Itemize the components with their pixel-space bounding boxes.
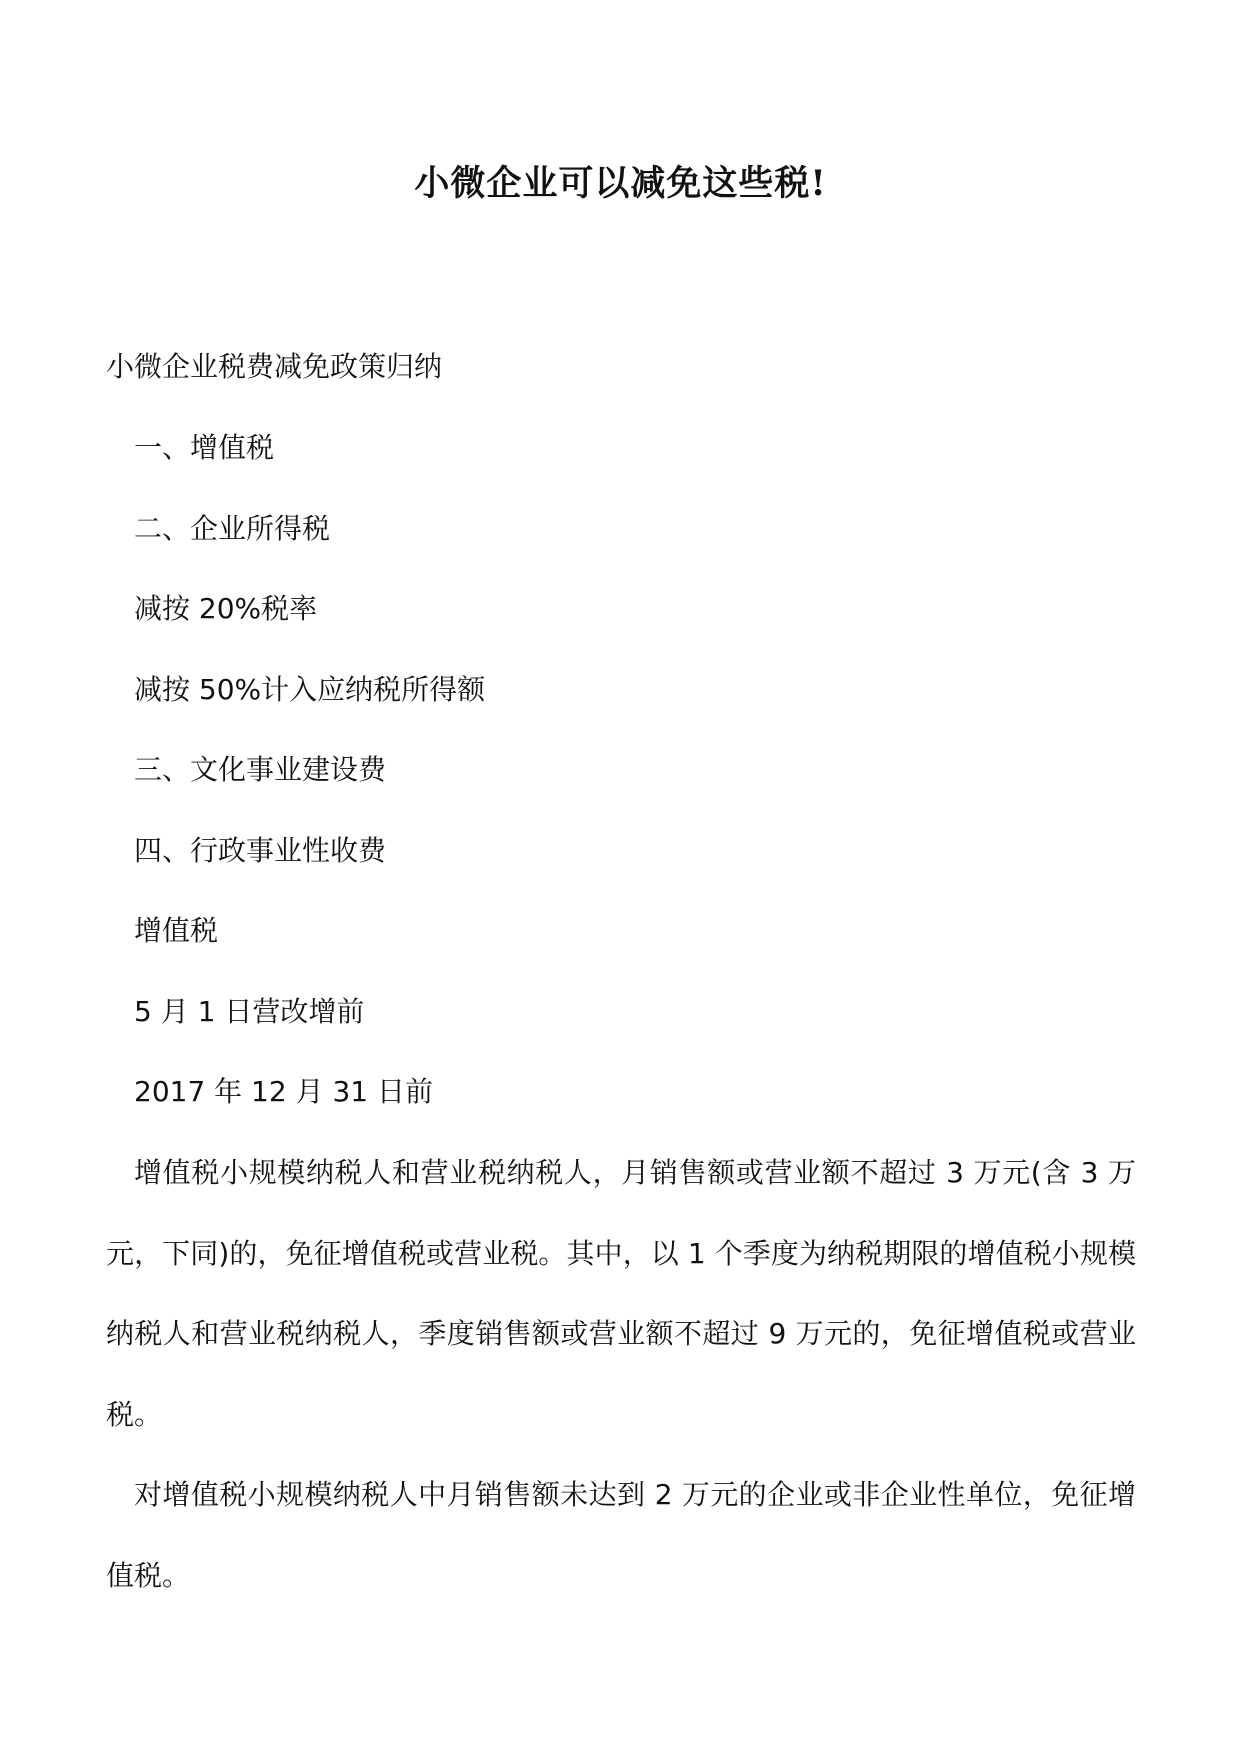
section-heading: 小微企业税费减免政策归纳 [106, 350, 443, 383]
list-item: 增值税 [134, 914, 219, 947]
list-item: 2017 年 12 月 31 日前 [134, 1075, 434, 1108]
list-item: 5 月 1 日营改增前 [134, 995, 365, 1028]
body-paragraph: 增值税小规模纳税人和营业税纳税人，月销售额或营业额不超过 3 万元(含 3 万元，下同)的，免征增值税或营业税。其中，以 1 个季度为纳税期限的增值税小规模纳税人和营业税纳税人，季度销售额或营业额不超过 9 万元的，免征增值税或营业税。 [106, 1156, 1136, 1431]
list-item: 减按 50%计入应纳税所得额 [134, 673, 486, 706]
list-item: 二、企业所得税 [134, 512, 331, 545]
list-item: 三、文化事业建设费 [134, 753, 387, 786]
list-item: 一、增值税 [134, 431, 275, 464]
list-item: 四、行政事业性收费 [134, 834, 387, 867]
document-title: 小微企业可以减免这些税! [414, 163, 827, 204]
body-paragraph: 对增值税小规模纳税人中月销售额未达到 2 万元的企业或非企业性单位，免征增值税。 [106, 1478, 1136, 1592]
list-item: 减按 20%税率 [134, 592, 318, 625]
